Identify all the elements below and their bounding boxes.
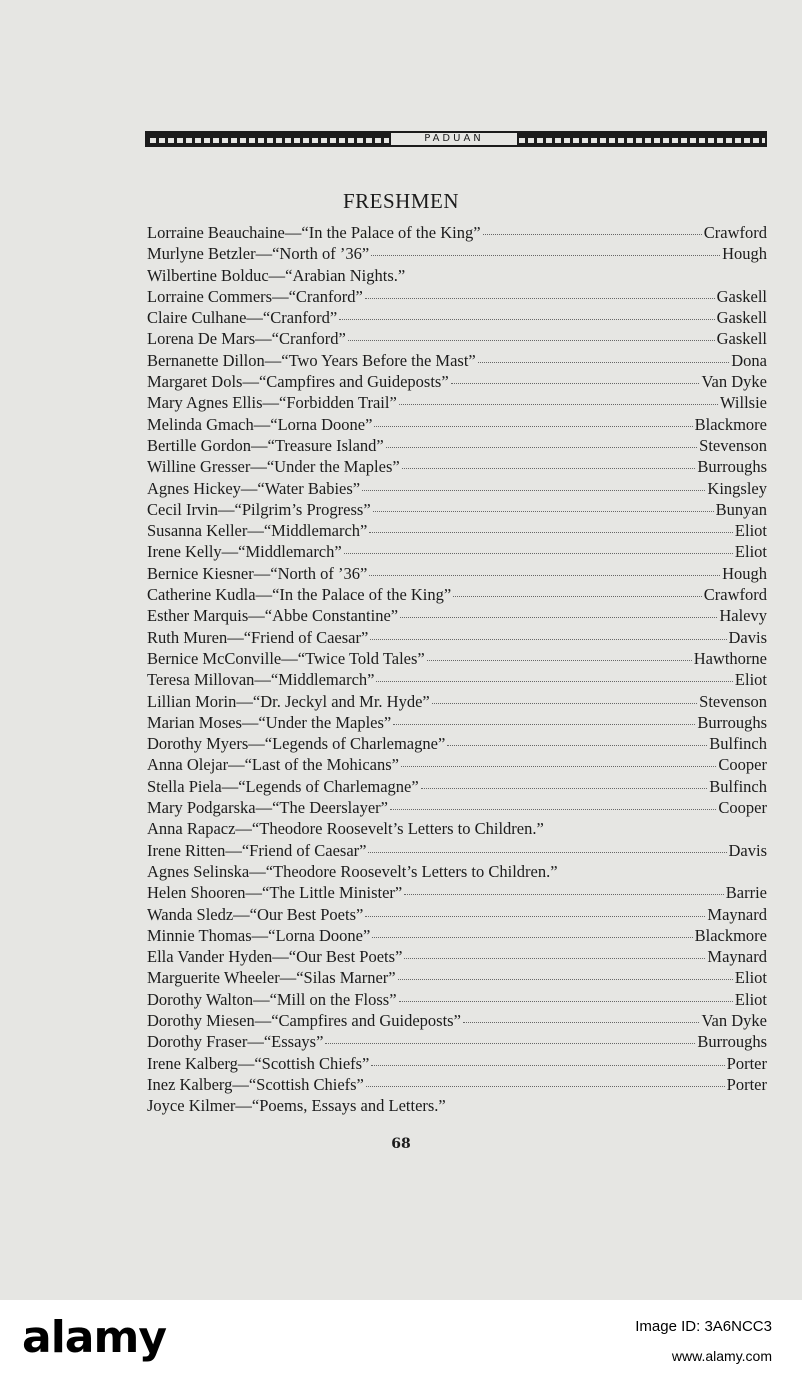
dot-leader xyxy=(463,1022,700,1023)
list-item xyxy=(147,456,767,477)
list-item xyxy=(147,1031,767,1052)
entry-author: Willsie xyxy=(720,393,767,413)
entry-text: Inez Kalberg—“Scottish Chiefs” xyxy=(147,1074,364,1094)
entry-author: Eliot xyxy=(734,968,767,988)
entry-author: Cooper xyxy=(718,755,767,775)
dot-leader xyxy=(393,724,695,725)
dot-leader xyxy=(447,745,707,746)
entry-author: Kingsley xyxy=(707,478,767,498)
dot-leader xyxy=(404,958,705,959)
dot-leader xyxy=(453,596,702,597)
dot-leader xyxy=(373,511,714,512)
list-item xyxy=(147,265,767,286)
dot-leader xyxy=(365,916,705,917)
entry-author: Maynard xyxy=(707,904,767,924)
entry-text: Anna Olejar—“Last of the Mohicans” xyxy=(147,755,399,775)
entry-author: Barrie xyxy=(725,883,767,903)
entry-text: Bertille Gordon—“Treasure Island” xyxy=(147,435,384,455)
entry-text: Stella Piela—“Legends of Charlemagne” xyxy=(147,776,419,796)
entry-author: Blackmore xyxy=(694,414,767,434)
list-item xyxy=(147,818,767,839)
list-item xyxy=(147,1053,767,1074)
dot-leader xyxy=(390,809,716,810)
entry-author: Van Dyke xyxy=(701,1010,767,1030)
dot-leader xyxy=(483,234,702,235)
entry-author: Bulfinch xyxy=(709,734,767,754)
entry-author: Burroughs xyxy=(697,457,767,477)
entry-text: Esther Marquis—“Abbe Constantine” xyxy=(147,606,399,626)
entry-text: Marguerite Wheeler—“Silas Marner” xyxy=(147,968,396,988)
dot-leader xyxy=(374,426,692,427)
entry-author: Porter xyxy=(726,1074,767,1094)
entry-text: Lillian Morin—“Dr. Jeckyl and Mr. Hyde” xyxy=(147,691,430,711)
entry-text: Ruth Muren—“Friend of Caesar” xyxy=(147,627,369,647)
entry-author: Bunyan xyxy=(715,499,767,519)
list-item xyxy=(147,605,767,626)
entry-text: Margaret Dols—“Campfires and Guideposts” xyxy=(147,372,449,392)
dot-leader xyxy=(371,255,720,256)
dot-leader xyxy=(325,1043,695,1044)
dot-leader xyxy=(402,468,696,469)
entry-author: Eliot xyxy=(734,670,767,690)
entry-text: Marian Moses—“Under the Maples” xyxy=(147,712,392,732)
entry-text: Joyce Kilmer—“Poems, Essays and Letters.” xyxy=(147,1096,446,1116)
entry-author: Blackmore xyxy=(694,925,767,945)
list-item xyxy=(147,307,767,328)
banner-logo: alamy xyxy=(22,1312,166,1363)
entry-text: Teresa Millovan—“Middlemarch” xyxy=(147,670,375,690)
list-item xyxy=(147,946,767,967)
list-item xyxy=(147,754,767,775)
list-item xyxy=(147,691,767,712)
dot-leader xyxy=(369,575,720,576)
entry-author: Stevenson xyxy=(699,435,767,455)
dot-leader xyxy=(370,639,726,640)
entry-author: Stevenson xyxy=(699,691,767,711)
entry-author: Porter xyxy=(726,1053,767,1073)
entry-author: Crawford xyxy=(703,585,767,605)
entry-author: Cooper xyxy=(718,798,767,818)
dot-leader xyxy=(362,490,705,491)
entry-text: Murlyne Betzler—“North of ’36” xyxy=(147,244,370,264)
list-item xyxy=(147,222,767,243)
entry-text: Lorena De Mars—“Cranford” xyxy=(147,329,346,349)
dot-leader xyxy=(386,447,697,448)
entry-author: Burroughs xyxy=(697,1032,767,1052)
entry-author: Eliot xyxy=(734,542,767,562)
entry-text: Agnes Hickey—“Water Babies” xyxy=(147,478,361,498)
list-item xyxy=(147,989,767,1010)
entry-author: Gaskell xyxy=(716,308,767,328)
dot-leader xyxy=(427,660,692,661)
list-item xyxy=(147,712,767,733)
list-item xyxy=(147,478,767,499)
dot-leader xyxy=(369,532,733,533)
entry-author: Eliot xyxy=(734,521,767,541)
entry-text: Dorothy Fraser—“Essays” xyxy=(147,1032,324,1052)
entry-author: Halevy xyxy=(719,606,767,626)
list-item xyxy=(147,967,767,988)
list-item xyxy=(147,669,767,690)
entry-author: Crawford xyxy=(703,223,767,242)
entry-text: Wanda Sledz—“Our Best Poets” xyxy=(147,904,364,924)
list-item xyxy=(147,648,767,669)
list-item xyxy=(147,861,767,882)
entry-text: Claire Culhane—“Cranford” xyxy=(147,308,338,328)
list-item xyxy=(147,520,767,541)
entry-text: Wilbertine Bolduc—“Arabian Nights.” xyxy=(147,265,406,285)
dot-leader xyxy=(339,319,714,320)
dot-leader xyxy=(399,404,718,405)
list-item xyxy=(147,584,767,605)
page-number: 68 xyxy=(391,1136,411,1152)
entry-author: Hough xyxy=(722,563,767,583)
entry-text: Agnes Selinska—“Theodore Roosevelt’s Letters to Children.” xyxy=(147,861,558,881)
entry-author: Eliot xyxy=(734,989,767,1009)
entry-text: Willine Gresser—“Under the Maples” xyxy=(147,457,400,477)
list-item xyxy=(147,1095,767,1116)
list-item xyxy=(147,499,767,520)
entry-author: Davis xyxy=(728,840,767,860)
list-item xyxy=(147,563,767,584)
entry-text: Ella Vander Hyden—“Our Best Poets” xyxy=(147,947,403,967)
dot-leader xyxy=(478,362,729,363)
dot-leader xyxy=(401,766,716,767)
list-item xyxy=(147,350,767,371)
list-item xyxy=(147,1074,767,1095)
dot-leader xyxy=(344,553,733,554)
dot-leader xyxy=(348,340,715,341)
list-item xyxy=(147,414,767,435)
list-item xyxy=(147,435,767,456)
list-item xyxy=(147,243,767,264)
entry-text: Lorraine Beauchaine—“In the Palace of the King” xyxy=(147,223,481,242)
dot-leader xyxy=(371,1065,724,1066)
list-item xyxy=(147,904,767,925)
dot-leader xyxy=(399,1001,733,1002)
entry-author: Hawthorne xyxy=(693,648,767,668)
entry-author: Davis xyxy=(728,627,767,647)
entry-text: Mary Podgarska—“The Deerslayer” xyxy=(147,798,388,818)
banner-image-id: Image ID: 3A6NCC3 xyxy=(635,1318,772,1335)
entry-author: Hough xyxy=(722,244,767,264)
entry-text: Bernanette Dillon—“Two Years Before the Mast” xyxy=(147,350,476,370)
list-item xyxy=(147,541,767,562)
header-band-label: PADUAN xyxy=(389,131,519,147)
entry-text: Dorothy Miesen—“Campfires and Guideposts” xyxy=(147,1010,461,1030)
dot-leader xyxy=(404,894,724,895)
entry-text: Bernice Kiesner—“North of ’36” xyxy=(147,563,368,583)
list-item xyxy=(147,776,767,797)
dot-leader xyxy=(368,852,726,853)
list-item xyxy=(147,733,767,754)
entry-text: Mary Agnes Ellis—“Forbidden Trail” xyxy=(147,393,397,413)
dot-leader xyxy=(432,703,697,704)
entry-text: Dorothy Walton—“Mill on the Floss” xyxy=(147,989,397,1009)
entry-author: Gaskell xyxy=(716,286,767,306)
entry-text: Irene Kalberg—“Scottish Chiefs” xyxy=(147,1053,370,1073)
entry-text: Susanna Keller—“Middlemarch” xyxy=(147,521,368,541)
entry-author: Maynard xyxy=(707,947,767,967)
dot-leader xyxy=(376,681,732,682)
entry-author: Van Dyke xyxy=(701,372,767,392)
list-item xyxy=(147,797,767,818)
dot-leader xyxy=(451,383,700,384)
entry-text: Helen Shooren—“The Little Minister” xyxy=(147,883,403,903)
entry-text: Lorraine Commers—“Cranford” xyxy=(147,286,363,306)
entry-text: Cecil Irvin—“Pilgrim’s Progress” xyxy=(147,499,371,519)
entry-text: Anna Rapacz—“Theodore Roosevelt’s Letters to Children.” xyxy=(147,819,544,839)
list-item xyxy=(147,1010,767,1031)
list-item xyxy=(147,925,767,946)
entry-text: Minnie Thomas—“Lorna Doone” xyxy=(147,925,371,945)
entry-author: Gaskell xyxy=(716,329,767,349)
dot-leader xyxy=(366,1086,725,1087)
list-item xyxy=(147,371,767,392)
entry-text: Catherine Kudla—“In the Palace of the King” xyxy=(147,585,452,605)
list-item xyxy=(147,286,767,307)
dot-leader xyxy=(372,937,692,938)
entry-text: Irene Ritten—“Friend of Caesar” xyxy=(147,840,367,860)
entry-author: Bulfinch xyxy=(709,776,767,796)
entry-text: Bernice McConville—“Twice Told Tales” xyxy=(147,648,425,668)
entry-text: Irene Kelly—“Middlemarch” xyxy=(147,542,342,562)
entry-text: Dorothy Myers—“Legends of Charlemagne” xyxy=(147,734,446,754)
reading-list xyxy=(147,222,767,1116)
dot-leader xyxy=(400,617,717,618)
dot-leader xyxy=(421,788,708,789)
entry-text: Melinda Gmach—“Lorna Doone” xyxy=(147,414,373,434)
dot-leader xyxy=(398,979,733,980)
header-ornament-band xyxy=(145,131,767,147)
entry-author: Burroughs xyxy=(697,712,767,732)
dot-leader xyxy=(365,298,715,299)
list-item xyxy=(147,328,767,349)
list-item xyxy=(147,627,767,648)
list-item xyxy=(147,392,767,413)
section-title: FRESHMEN xyxy=(342,189,460,213)
list-item xyxy=(147,882,767,903)
entry-author: Dona xyxy=(731,350,767,370)
list-item xyxy=(147,840,767,861)
banner-url: www.alamy.com xyxy=(671,1348,772,1364)
